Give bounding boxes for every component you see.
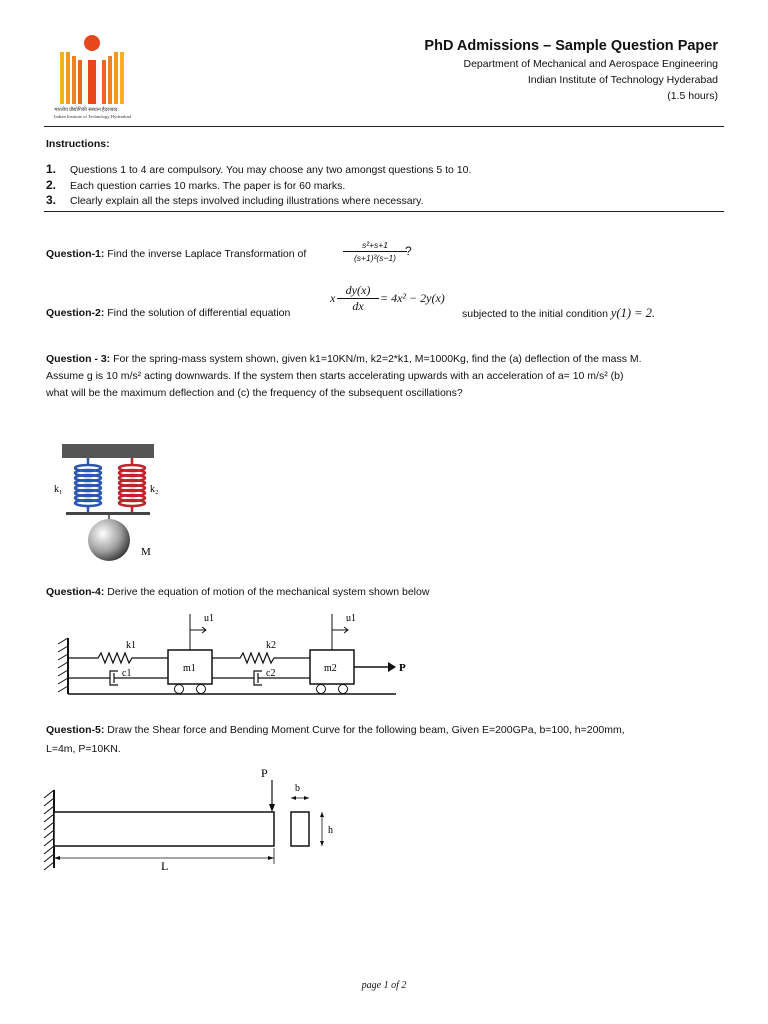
cantilever-beam-figure: [40, 764, 350, 876]
derivative-denominator: dx: [352, 299, 364, 313]
instruction-item: [46, 193, 423, 207]
spring-k2: [119, 458, 145, 512]
question-text: Find the solution of differential equation: [107, 307, 291, 319]
logo-english-text: Indian Institute of Technology Hyderabad: [54, 114, 131, 119]
two-mass-diagram: [56, 608, 426, 698]
question-4: [46, 584, 429, 601]
question-label: Question-5:: [46, 724, 105, 736]
mass-ball: [88, 519, 130, 561]
header-divider: [44, 126, 724, 127]
fraction-denominator: (s+1)²(s−1): [353, 253, 397, 263]
question-mark: ?: [405, 244, 412, 258]
label-load: P: [261, 766, 268, 780]
label-length: L: [161, 859, 169, 873]
question-label: Question-4:: [46, 586, 105, 598]
laplace-fraction: [343, 240, 407, 263]
logo-hindi-text: भारतीय प्रौद्योगिकी संस्थान हैदराबाद: [54, 108, 118, 113]
label-width: b: [295, 783, 300, 794]
page-title: PhD Admissions – Sample Question Paper: [424, 38, 718, 54]
label-k2: k₂: [150, 484, 159, 495]
spring-k1: [75, 458, 101, 512]
label-u1: u1: [346, 613, 356, 624]
fraction-numerator: s²+s+1: [343, 240, 407, 252]
label-c1: c1: [122, 668, 132, 679]
label-c2: c2: [266, 668, 276, 679]
label-k1: k1: [126, 640, 136, 651]
two-mass-system-figure: [56, 608, 426, 698]
label-force: P: [399, 662, 406, 674]
equation-x: x: [330, 291, 336, 305]
label-m1: m1: [183, 663, 196, 674]
question-label: Question-2:: [46, 307, 105, 319]
beam: [54, 812, 274, 846]
iith-logo-graphic: [52, 34, 150, 122]
department-name: Department of Mechanical and Aerospace Engineering: [463, 58, 718, 70]
label-u1: u1: [204, 613, 214, 624]
label-height: h: [328, 825, 333, 836]
question-text: For the spring-mass system shown, given k1=10KN/m, k2=2*k1, M=1000Kg, find the (a) deflection of the mass M.: [113, 353, 642, 365]
page-number: page 1 of 2: [361, 980, 407, 991]
condition-text: subjected to the initial condition: [462, 308, 608, 320]
condition-value: y(1) = 2.: [610, 306, 656, 320]
question-5: [46, 722, 736, 758]
instruction-item: [46, 178, 345, 192]
derivative-fraction: [337, 283, 379, 314]
question-label: Question-1:: [46, 248, 105, 260]
spring-k2: [212, 653, 310, 663]
label-mass: M: [141, 546, 151, 558]
label-k1: k₁: [54, 484, 63, 495]
question-label: Question - 3:: [46, 353, 111, 365]
cantilever-diagram: [40, 764, 350, 876]
instruction-number: 3.: [46, 193, 57, 207]
duration: (1.5 hours): [667, 90, 718, 102]
institute-name: Indian Institute of Technology Hyderabad: [527, 74, 718, 86]
spring-k1: [68, 653, 168, 663]
instruction-item: [46, 162, 471, 176]
question-3: [46, 351, 736, 402]
instruction-text: Questions 1 to 4 are compulsory. You may choose any two amongst questions 5 to 10.: [70, 164, 472, 176]
question-1: [46, 246, 306, 263]
instruction-number: 1.: [46, 162, 57, 176]
instructions-divider: [44, 211, 724, 212]
instructions-heading: Instructions:: [46, 138, 110, 150]
connecting-bar: [66, 512, 150, 515]
iith-logo: [52, 34, 150, 122]
question-text: what will be the maximum deflection and (c) the frequency of the subsequent oscillations?: [46, 387, 463, 399]
spring-mass-figure: [50, 440, 170, 570]
ceiling-support: [62, 444, 154, 458]
label-k2: k2: [266, 640, 276, 651]
question-text: Draw the Shear force and Bending Moment Curve for the following beam, Given E=200GPa, b=100, h=200mm,: [107, 724, 625, 736]
support-hatching: [44, 790, 54, 870]
question-text: Assume g is 10 m/s² acting downwards. If the system then starts accelerating upwards with an acceleration of a= 10 m/s² (b): [46, 370, 624, 382]
derivative-numerator: dy(x): [337, 283, 379, 299]
instruction-text: Each question carries 10 marks. The paper is for 60 marks.: [70, 180, 346, 192]
question-text: Find the inverse Laplace Transformation of: [107, 248, 307, 260]
question-text: L=4m, P=10KN.: [46, 743, 121, 755]
wall-hatching: [58, 638, 68, 692]
label-m2: m2: [324, 663, 337, 674]
question-text: Derive the equation of motion of the mechanical system shown below: [107, 586, 430, 598]
spring-mass-diagram: [50, 440, 170, 570]
initial-condition: [462, 305, 655, 323]
question-2: [46, 305, 290, 322]
equation-rhs: = 4x² − 2y(x): [380, 291, 445, 305]
instruction-text: Clearly explain all the steps involved including illustrations where necessary.: [70, 195, 424, 207]
instruction-number: 2.: [46, 178, 57, 192]
cross-section: [291, 812, 309, 846]
